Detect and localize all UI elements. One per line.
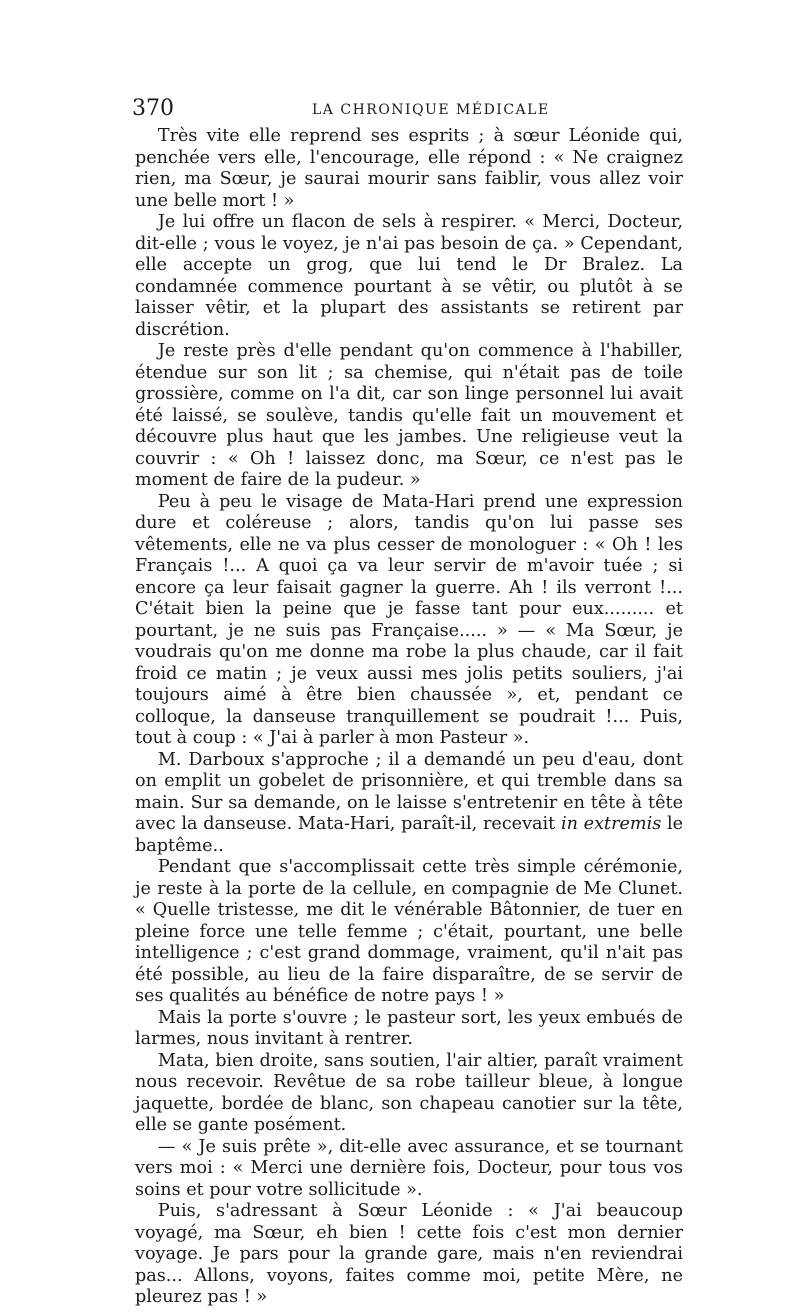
paragraph-10: Puis, s'adressant à Sœur Léonide : « J'ai beaucoup voyagé, ma Sœur, eh bien ! cette fois c'est mon dernier voyage. Je pars pour la grande gare, mais n'en reviendrai pas... Allons, voyons, faites comme moi, petite Mère, ne pleurez pas ! » [135, 1201, 683, 1307]
paragraph-9: — « Je suis prête », dit-elle avec assurance, et se tournant vers moi : « Merci une dernière fois, Docteur, pour tous vos soins et pour votre sollicitude ». [135, 1136, 683, 1200]
paragraph-5-end: le baptême.. [135, 814, 684, 856]
paragraph-4: Peu à peu le visage de Mata-Hari prend une expression dure et coléreuse ; alors, tandis qu'on lui passe ses vêtements, elle ne va plus cesser de monologuer : « Oh ! les Français !... A quoi ça va leur servir de m'avoir tuée ; si encore ça leur faisait gagner la guerre. Ah ! ils verront !... C'était bien la peine que je fasse tant pour eux......... et pourtant, je ne suis pas Française..... » — « Ma Sœur, je voudrais qu'on me donne ma robe la plus chaude, car il fait froid ce matin ; je veux aussi mes jolis petits souliers, j'ai toujours aimé à être bien chaussée », et, pendant ce colloque, la danseuse tranquillement se poudrait !... Puis, tout à coup : « J'ai à parler à mon Pasteur ». [135, 491, 683, 748]
paragraph-2: Je lui offre un flacon de sels à respirer. « Merci, Docteur, dit-elle ; vous le voyez, je n'ai pas besoin de ça. » Cependant, elle accepte un grog, que lui tend le Dr Bralez. La condamnée commence pourtant à se vêtir, ou plutôt à se laisser vêtir, et la plupart des assistants se retirent par discrétion. [135, 212, 683, 340]
paragraph-8: Mata, bien droite, sans soutien, l'air altier, paraît vraiment nous recevoir. Revêtue de sa robe tailleur bleue, à longue jaquette, bordée de blanc, son chapeau canotier sur la tête, elle se gante posément. [135, 1050, 683, 1135]
paragraph-7: Mais la porte s'ouvre ; le pasteur sort, les yeux embués de larmes, nous invitant à rentrer. [135, 1007, 683, 1049]
paragraph-5-text: M. Darboux s'approche ; il a demandé un peu d'eau, dont on emplit un gobelet de prisonnière, et qui tremble dans sa main. Sur sa demande, on le laisse s'entretenir en tête à tête avec la danseuse. Mata-Hari, paraît-il, recevait [135, 749, 683, 834]
paragraph-3: Je reste près d'elle pendant qu'on commence à l'habiller, étendue sur son lit ; sa chemise, qui n'était pas de toile grossière, comme on l'a dit, car son linge personnel lui avait été laissé, se soulève, tandis qu'elle fait un mouvement et découvre plus haut que les jambes. Une religieuse veut la couvrir : « Oh ! laissez donc, ma Sœur, ce n'est pas le moment de faire de la pudeur. » [135, 341, 683, 490]
body-text [135, 126, 683, 1309]
paragraph-5 [135, 750, 683, 858]
page-number: 370 [132, 96, 174, 121]
italic-phrase: in extremis [560, 814, 662, 834]
page-header [132, 96, 680, 126]
paragraph-6: Pendant que s'accomplissait cette très simple cérémonie, je reste à la porte de la cellule, en compagnie de Me Clunet. « Quelle tristesse, me dit le vénérable Bâtonnier, de tuer en pleine force une telle femme ; c'était, pourtant, une belle intelligence ; c'est grand dommage, vraiment, qu'il n'ait pas été possible, au lieu de la faire disparaître, de se servir de ses qualités au bénéfice de notre pays ! » [135, 857, 683, 1006]
paragraph-1: Très vite elle reprend ses esprits ; à sœur Léonide qui, penchée vers elle, l'encourage, elle répond : « Ne craignez rien, ma Sœur, je saurai mourir sans faiblir, vous allez voir une belle mort ! » [135, 126, 683, 211]
running-title: LA CHRONIQUE MÉDICALE [312, 102, 550, 118]
